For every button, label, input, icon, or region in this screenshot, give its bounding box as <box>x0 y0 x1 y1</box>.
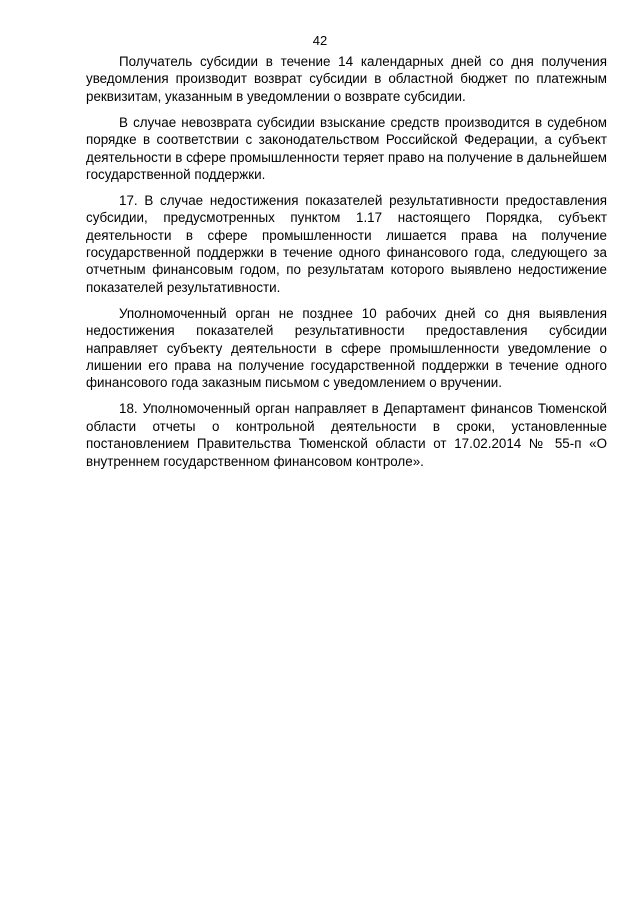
paragraph-non-refund: В случае невозврата субсидии взыскание средств производится в судебном порядке в соответствии с законодательством Российской Федерации, а субъект деятельности в сфере промышленности теряет право на получение в дальнейшем государственной поддержки. <box>86 114 607 182</box>
paragraph-item-18: 18. Уполномоченный орган направляет в Департамент финансов Тюменской области отчеты о контрольной деятельности в сроки, установленные постановлением Правительства Тюменской области от 17.02.2014 № 55-п «О внутреннем государственном финансовом контроле». <box>86 401 607 469</box>
page-number: 42 <box>312 33 328 48</box>
document-body <box>86 53 607 478</box>
paragraph-refund-deadline: Получатель субсидии в течение 14 календарных дней со дня получения уведомления производит возврат субсидии в областной бюджет по платежным реквизитам, указанным в уведомлении о возврате субсидии. <box>86 54 607 104</box>
paragraph-item-17: 17. В случае недостижения показателей результативности предоставления субсидии, предусмотренных пунктом 1.17 настоящего Порядка, субъект деятельности в сфере промышленности лишается права на получение государственной поддержки в течение одного финансового года, следующего за отчетным финансовым годом, по результатам которого выявлено недостижение показателей результативности. <box>86 192 607 295</box>
paragraph-notification: Уполномоченный орган не позднее 10 рабочих дней со дня выявления недостижения показателей результативности предоставления субсидии направляет субъекту деятельности в сфере промышленности уведомление о лишении его права на получение государственной поддержки в течение одного финансового года заказным письмом с уведомлением о вручении. <box>86 305 607 391</box>
